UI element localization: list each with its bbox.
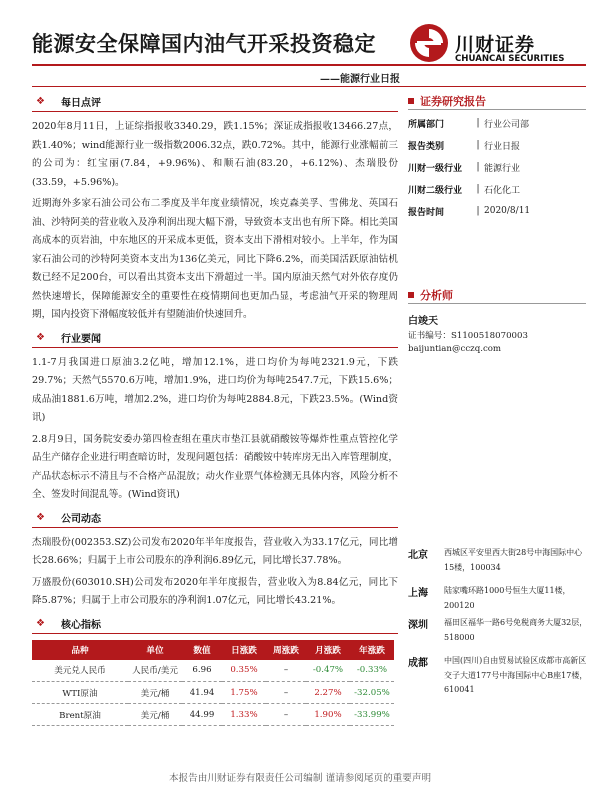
cell-year-change: -33.99% bbox=[350, 704, 394, 726]
column-header: 单位 bbox=[128, 640, 182, 660]
report-subtitle: ——能源行业日报 bbox=[320, 74, 400, 85]
section-header-industry: ❖ 行业要闻 bbox=[32, 328, 398, 348]
cell-year-change: -0.33% bbox=[350, 660, 394, 682]
cell-value: 6.96 bbox=[182, 660, 222, 682]
section-header-company: ❖ 公司动态 bbox=[32, 508, 398, 528]
company-news-1: 杰瑞股份(002353.SZ)公司发布2020年半年度报告，营业收入为33.17亿元，同比增长28.66%；归属于上市公司股东的净利润6.89亿元，同比增长37.78%。 bbox=[32, 536, 398, 566]
column-header: 数值 bbox=[182, 640, 222, 660]
square-bullet-icon bbox=[408, 98, 414, 104]
column-header: 品种 bbox=[32, 640, 128, 660]
logo-english-name: CHUANCAI SECURITIES bbox=[455, 54, 565, 64]
section-header-indicators: ❖ 核心指标 bbox=[32, 614, 398, 634]
cell-week-change: – bbox=[266, 704, 306, 726]
column-header: 日涨跌 bbox=[222, 640, 266, 660]
table-row bbox=[32, 660, 394, 682]
cell-month-change: 1.90% bbox=[306, 704, 350, 726]
cell-unit: 美元/桶 bbox=[128, 682, 182, 704]
report-field: 报告时间 | 2020/8/11 bbox=[408, 206, 531, 218]
cell-value: 41.94 bbox=[182, 682, 222, 704]
report-info-header: 证券研究报告 bbox=[408, 92, 586, 110]
column-header: 年涨跌 bbox=[350, 640, 394, 660]
report-field: 川财二级行业 | 石化化工 bbox=[408, 184, 521, 196]
diamond-bullet-icon: ❖ bbox=[36, 96, 45, 107]
report-field: 川财一级行业 | 能源行业 bbox=[408, 162, 521, 174]
cell-name: 美元兑人民币 bbox=[32, 660, 128, 682]
cell-name: Brent原油 bbox=[32, 704, 128, 726]
chuancai-logo-icon bbox=[408, 22, 450, 64]
daily-paragraph-2: 近期海外多家石油公司公布二季度及半年度业绩情况，埃克森美孚、雪佛龙、英国石油、沙特阿美的营业收入及净利润出现大幅下滑，导致资本支出也有所下降。相比美国高成本的页岩油，中东地区的开采成本更低，资本支出下滑相对较小。上半年，作为国家石油公司的沙特阿美资本支出为136亿美元，同比下降6.2%，而美国活跃原油钻机数已经不足200台，可以看出其资本支出下滑超过一半。国内原油天然气对外依存度仍然快速增长，保障能源安全的重要性在疫情期间也更加凸显，考虑油气开采的物理周期，国内投资下滑幅度较低并有望随油价快速回升。 bbox=[32, 198, 398, 320]
table-header-row bbox=[32, 640, 394, 660]
industry-news-1: 1.1-7月我国进口原油3.2亿吨，增加12.1%，进口均价为每吨2321.9元，下跌29.7%；天然气5570.6万吨，增加1.9%，进口均价为每吨2547.7元，下跌15.6%；成品油1881.6万吨，增加2.2%，进口均价为每吨2884.8元，下跌23.5%。(Wind资讯) bbox=[32, 356, 398, 423]
page-footer: 本报告由川财证券有限责任公司编制 谨请参阅尾页的重要声明 bbox=[168, 773, 432, 784]
analyst-header: 分析师 bbox=[408, 286, 586, 304]
analyst-name: 白竣天 bbox=[408, 316, 438, 327]
cell-name: WTI原油 bbox=[32, 682, 128, 704]
table-row bbox=[32, 704, 394, 726]
report-field: 所属部门 | 行业公司部 bbox=[408, 118, 530, 130]
subheader-rule bbox=[32, 86, 586, 87]
table-row bbox=[32, 682, 394, 704]
cell-week-change: – bbox=[266, 660, 306, 682]
report-field: 报告类别 | 行业日报 bbox=[408, 140, 521, 152]
daily-paragraph-1: 2020年8月11日，上证综指报收3340.29，跌1.15%；深证成指报收13466.27点，跌1.40%；wind能源行业一级指数2006.32点，跌0.72%。其中，能源行业涨幅前三的公司为：红宝丽(7.84，+9.96%)、和顺石油(83.20，+6.12%)、杰瑞股份(33.59，+5.96%)。 bbox=[32, 121, 398, 188]
cell-day-change: 0.35% bbox=[222, 660, 266, 682]
main-content bbox=[32, 92, 398, 726]
diamond-bullet-icon: ❖ bbox=[36, 511, 45, 523]
analyst-cert: 证书编号：S1100518070003 bbox=[408, 331, 528, 341]
cell-month-change: 2.27% bbox=[306, 682, 350, 704]
square-bullet-icon bbox=[408, 292, 414, 298]
column-header: 月涨跌 bbox=[306, 640, 350, 660]
sidebar bbox=[408, 92, 586, 356]
company-news-2: 万盛股份(603010.SH)公司发布2020年半年度报告，营业收入为8.84亿元，同比下降5.87%；归属于上市公司股东的净利润1.07亿元，同比增长43.21%。 bbox=[32, 576, 398, 606]
analyst-email[interactable]: baijuntian@cczq.com bbox=[408, 344, 502, 354]
cell-value: 44.99 bbox=[182, 704, 222, 726]
cell-week-change: – bbox=[266, 682, 306, 704]
section-header-daily: ❖ 每日点评 bbox=[32, 92, 398, 112]
cell-unit: 人民币/美元 bbox=[128, 660, 182, 682]
cell-day-change: 1.33% bbox=[222, 704, 266, 726]
diamond-bullet-icon: ❖ bbox=[36, 331, 45, 343]
cell-unit: 美元/桶 bbox=[128, 704, 182, 726]
cell-day-change: 1.75% bbox=[222, 682, 266, 704]
company-logo bbox=[408, 22, 588, 70]
cell-month-change: -0.47% bbox=[306, 660, 350, 682]
industry-news-2: 2.8月9日，国务院安委办第四检查组在重庆市垫江县就硝酸铵等爆炸性重点管控化学品生产储存企业进行明查暗访时，发现问题包括：硝酸铵中转库房无出入库管理制度，产品状态标示不清且与不合格产品混放；动火作业票气体检测无具体内容，风险分析不全、签发时间混乱等。(Wind资讯) bbox=[32, 433, 398, 500]
header-rule bbox=[32, 64, 586, 66]
cell-year-change: -32.05% bbox=[350, 682, 394, 704]
logo-chinese-name: 川财证券 bbox=[455, 34, 536, 56]
column-header: 周涨跌 bbox=[266, 640, 306, 660]
page-title: 能源安全保障国内油气开采投资稳定 bbox=[32, 31, 376, 56]
core-indicators-table bbox=[32, 640, 394, 727]
diamond-bullet-icon: ❖ bbox=[36, 617, 45, 629]
